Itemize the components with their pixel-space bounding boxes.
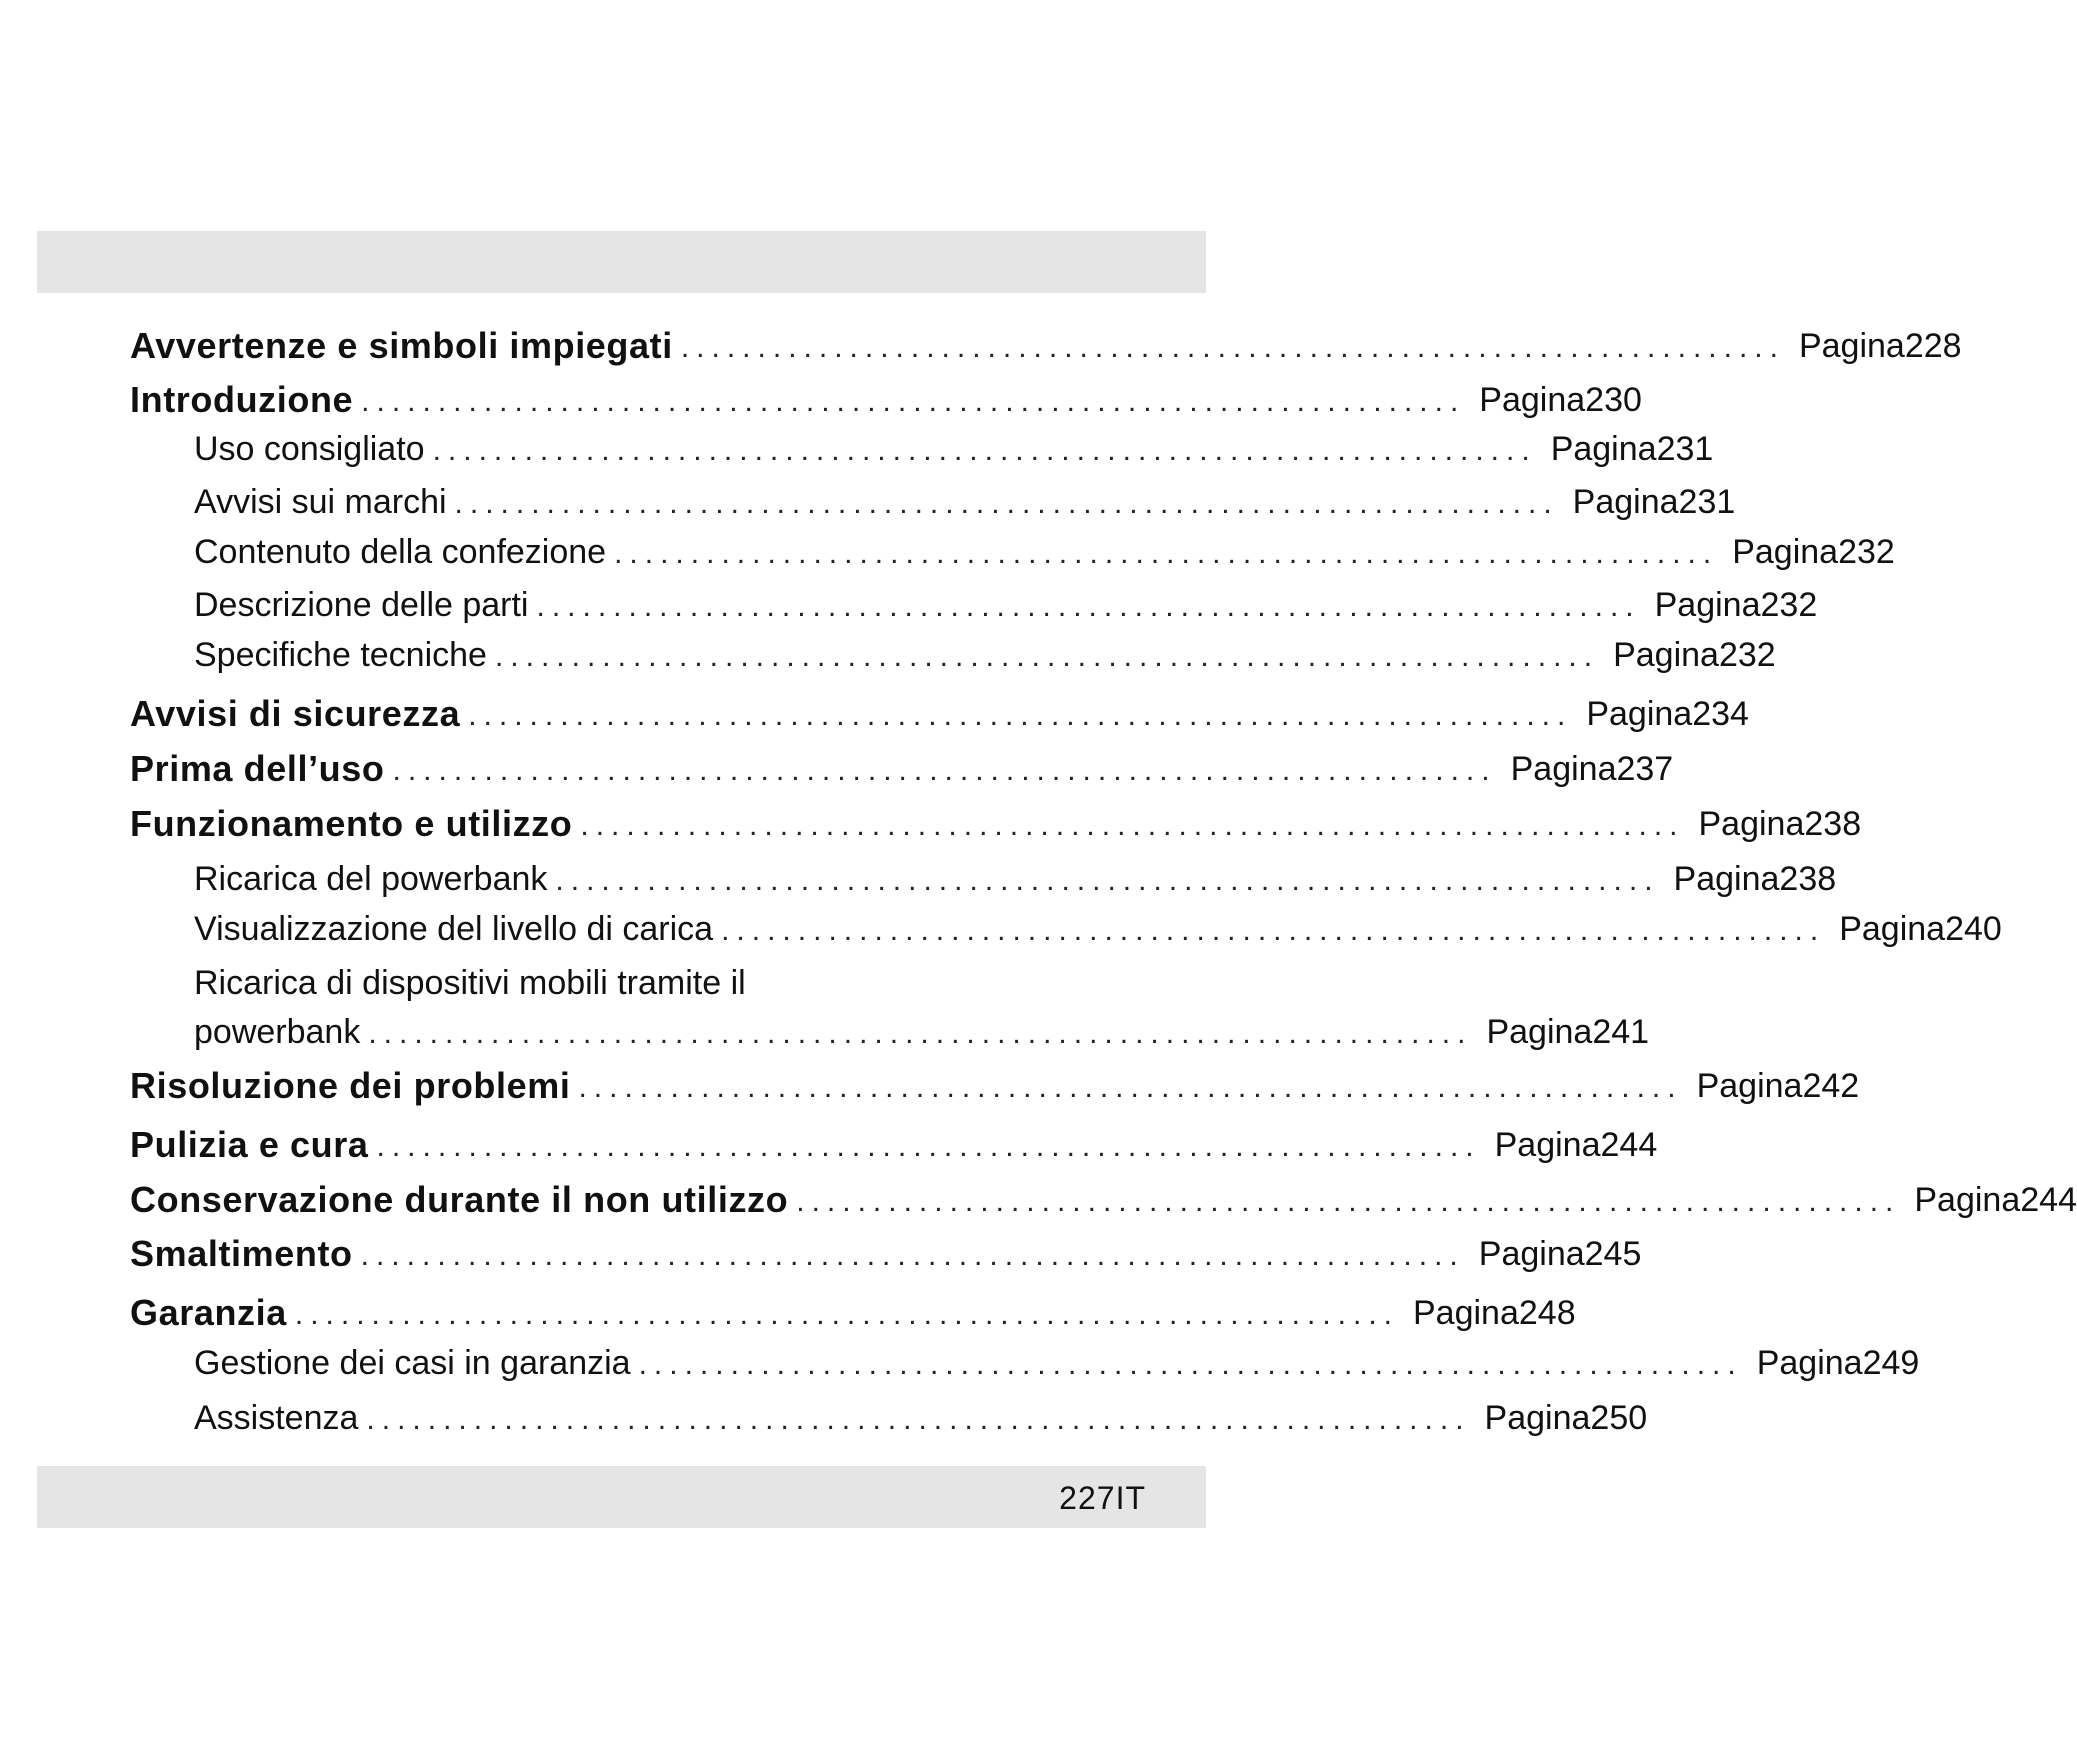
toc-page-label: Pagina bbox=[1673, 860, 1780, 898]
toc-entry-prima-uso[interactable] bbox=[130, 741, 1674, 791]
toc-entry-pulizia[interactable] bbox=[130, 1117, 1658, 1167]
toc-page-label: Pagina bbox=[1654, 586, 1761, 624]
toc-leader-dots: ........................................................................ bbox=[494, 640, 1600, 673]
toc-page-number: 240 bbox=[1945, 910, 2002, 948]
toc-entry-contenuto[interactable] bbox=[194, 524, 1895, 574]
page-number: 227IT bbox=[1059, 1480, 1146, 1516]
toc-page-number: 244 bbox=[2020, 1181, 2077, 1219]
toc-leader-dots: ........................................................................ bbox=[536, 590, 1641, 623]
toc-entry-sicurezza[interactable] bbox=[130, 686, 1749, 736]
footer-band bbox=[37, 1466, 1206, 1528]
toc-entry-title: Gestione dei casi in garanzia bbox=[194, 1344, 631, 1382]
toc-page-label: Pagina bbox=[1494, 1126, 1601, 1164]
toc-leader-dots: ........................................................................ bbox=[360, 1239, 1465, 1272]
toc-leader-dots: ........................................................................ bbox=[294, 1298, 1399, 1331]
toc-leader-dots: ........................................................................ bbox=[468, 699, 1573, 732]
toc-entry-garanzia[interactable] bbox=[130, 1285, 1576, 1335]
toc-page-label: Pagina bbox=[1613, 636, 1719, 674]
toc-entry-descrizione[interactable] bbox=[194, 577, 1818, 627]
toc-entry-title: Risoluzione dei problemi bbox=[130, 1065, 571, 1106]
toc-entry-title-line1[interactable]: Ricarica di dispositivi mobili tramite il bbox=[194, 964, 746, 1002]
toc-entry-title: Ricarica del powerbank bbox=[194, 860, 548, 898]
toc-page-label: Pagina bbox=[1798, 327, 1905, 365]
toc-page-label: Pagina bbox=[1478, 1235, 1585, 1273]
toc-leader-dots: ........................................................................ bbox=[580, 809, 1685, 842]
toc-page-number: 237 bbox=[1616, 750, 1674, 788]
toc-entry-title: Avvertenze e simboli impiegati bbox=[130, 325, 673, 366]
toc-entry-risoluzione[interactable] bbox=[130, 1058, 1860, 1108]
toc-page-label: Pagina bbox=[1510, 750, 1617, 788]
toc-leader-dots: ........................................................................ bbox=[796, 1185, 1901, 1218]
toc-entry-title: Specifiche tecniche bbox=[194, 636, 487, 674]
toc-entry-title: Descrizione delle parti bbox=[194, 586, 529, 624]
toc-leader-dots: ........................................................................ bbox=[368, 1017, 1473, 1050]
toc-entry-title: Contenuto della confezione bbox=[194, 533, 607, 571]
toc-page-number: 228 bbox=[1904, 327, 1962, 365]
toc-entry-title: Avvisi sui marchi bbox=[194, 483, 447, 521]
toc-page-label: Pagina bbox=[1696, 1067, 1803, 1105]
toc-leader-dots: ........................................................................ bbox=[392, 754, 1497, 787]
toc-page-label: Pagina bbox=[1732, 533, 1839, 571]
toc-entry-gestione-garanzia[interactable] bbox=[194, 1335, 1920, 1385]
toc-entry-title: Avvisi di sicurezza bbox=[130, 693, 461, 734]
toc-page-label: Pagina bbox=[1914, 1181, 2021, 1219]
toc-entry-avvisi-marchi[interactable] bbox=[194, 474, 1736, 524]
toc-entry-smaltimento[interactable] bbox=[130, 1226, 1642, 1276]
toc-entry-title: Garanzia bbox=[130, 1292, 287, 1333]
toc-page-number: 250 bbox=[1590, 1399, 1648, 1437]
toc-leader-dots: ........................................................................ bbox=[361, 385, 1466, 418]
toc-page-number: 245 bbox=[1584, 1235, 1642, 1273]
toc-leader-dots: ........................................................................ bbox=[366, 1403, 1471, 1436]
toc-page-label: Pagina bbox=[1839, 910, 1946, 948]
toc-leader-dots: ........................................................................ bbox=[614, 537, 1719, 570]
toc-entry-title: Pulizia e cura bbox=[130, 1124, 369, 1165]
toc-page-number: 232 bbox=[1838, 533, 1895, 571]
toc-leader-dots: ........................................................................ bbox=[638, 1348, 1743, 1381]
toc-entry-assistenza[interactable] bbox=[194, 1390, 1648, 1440]
toc-page-label: Pagina bbox=[1756, 1344, 1863, 1382]
toc-entry-ricarica-dispositivi[interactable] bbox=[194, 1004, 1650, 1054]
toc-entry-title: Visualizzazione del livello di carica bbox=[194, 910, 714, 948]
toc-page-number: 238 bbox=[1779, 860, 1837, 898]
toc-entry-title: powerbank bbox=[194, 1013, 361, 1051]
toc-page-number: 248 bbox=[1518, 1294, 1576, 1332]
toc-entry-funzionamento[interactable] bbox=[130, 796, 1862, 846]
toc-page-number: 232 bbox=[1760, 586, 1818, 624]
toc-page-label: Pagina bbox=[1479, 381, 1586, 419]
toc-page-number: 232 bbox=[1718, 636, 1776, 674]
toc-entry-uso-consigliato[interactable] bbox=[194, 421, 1714, 471]
toc-leader-dots: ........................................................................ bbox=[454, 487, 1559, 520]
toc-page-label: Pagina bbox=[1572, 483, 1679, 521]
toc-leader-dots: ........................................................................ bbox=[578, 1071, 1683, 1104]
toc-leader-dots: ........................................................................ bbox=[432, 434, 1537, 467]
toc-entry-avvertenze[interactable] bbox=[130, 318, 1962, 368]
toc-page-number: 241 bbox=[1592, 1013, 1650, 1051]
toc-entry-specifiche[interactable] bbox=[194, 627, 1776, 677]
toc-page-label: Pagina bbox=[1698, 805, 1805, 843]
toc-leader-dots: ........................................................................ bbox=[680, 331, 1785, 364]
toc-page-number: 230 bbox=[1585, 381, 1642, 419]
toc-page-label: Pagina bbox=[1586, 695, 1693, 733]
toc-entry-title: Prima dell’uso bbox=[130, 748, 385, 789]
toc-leader-dots: ........................................................................ bbox=[376, 1130, 1481, 1163]
toc-page-number: 244 bbox=[1600, 1126, 1658, 1164]
toc-page-label: Pagina bbox=[1550, 430, 1657, 468]
toc-entry-conservazione[interactable] bbox=[130, 1172, 2077, 1222]
toc-leader-dots: ........................................................................ bbox=[555, 864, 1660, 897]
toc-page-number: 249 bbox=[1862, 1344, 1920, 1382]
toc-page-label: Pagina bbox=[1486, 1013, 1593, 1051]
toc-leader-dots: ........................................................................ bbox=[721, 914, 1826, 947]
toc-page-number: 231 bbox=[1678, 483, 1736, 521]
toc-entry-ricarica-powerbank[interactable] bbox=[194, 851, 1837, 901]
toc-entry-visualizzazione[interactable] bbox=[194, 901, 2002, 951]
toc-page-number: 242 bbox=[1802, 1067, 1860, 1105]
toc-page-label: Pagina bbox=[1484, 1399, 1591, 1437]
toc-entry-title: Smaltimento bbox=[130, 1233, 353, 1274]
toc-page-number: 238 bbox=[1804, 805, 1862, 843]
toc-page-number: 234 bbox=[1692, 695, 1749, 733]
toc-page-number: 231 bbox=[1656, 430, 1714, 468]
toc-entry-title: Uso consigliato bbox=[194, 430, 425, 468]
toc-entry-introduzione[interactable] bbox=[130, 372, 1642, 422]
toc-entry-title: Introduzione bbox=[130, 379, 354, 420]
toc-page-label: Pagina bbox=[1413, 1294, 1519, 1332]
toc-entry-title: Conservazione durante il non utilizzo bbox=[130, 1179, 789, 1220]
toc-entry-title: Assistenza bbox=[194, 1399, 359, 1437]
toc-entry-title: Funzionamento e utilizzo bbox=[130, 803, 573, 844]
